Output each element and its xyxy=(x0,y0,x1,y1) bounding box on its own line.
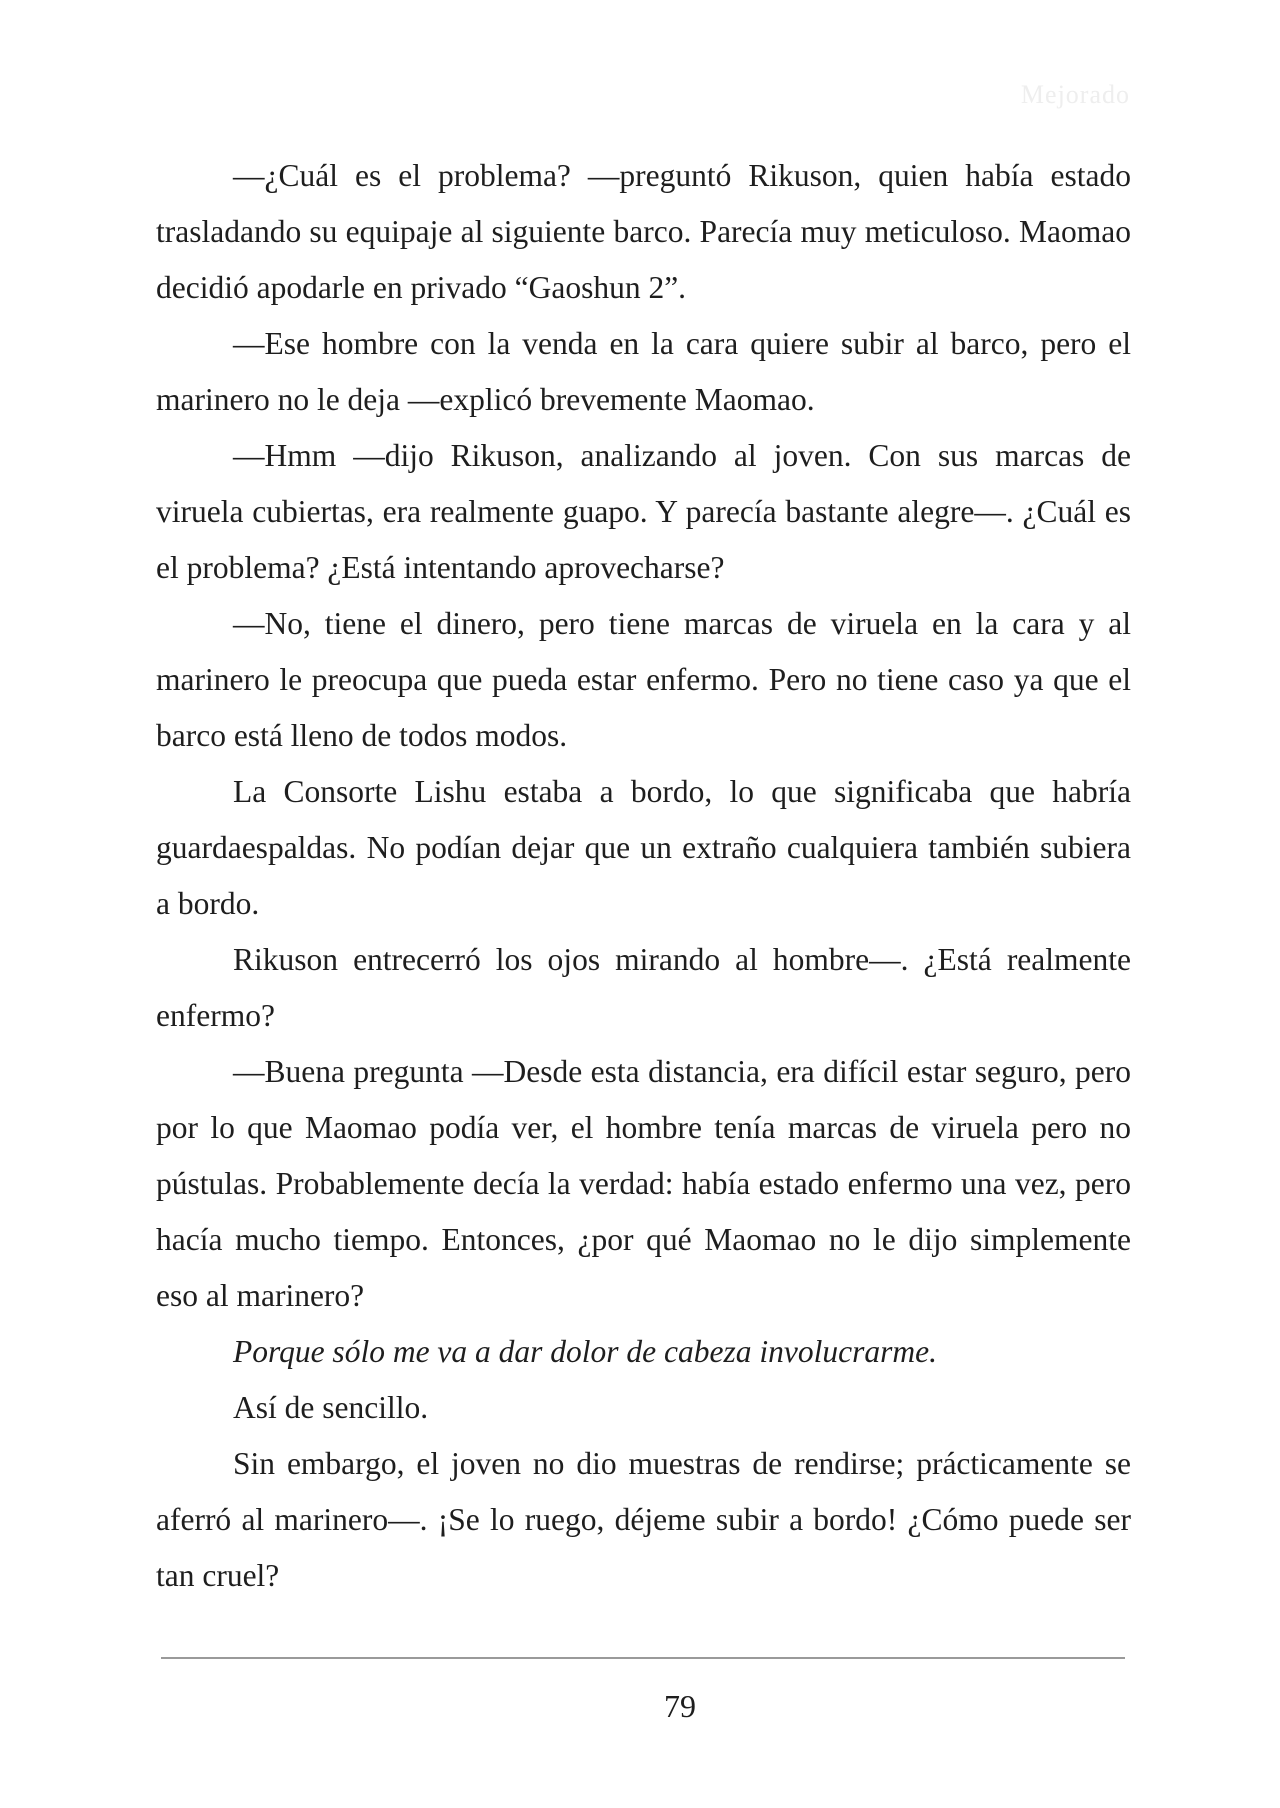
paragraph: Rikuson entrecerró los ojos mirando al hombre—. ¿Está realmente enfermo? xyxy=(156,942,1131,1033)
footer-divider xyxy=(161,1657,1125,1659)
paragraph: —¿Cuál es el problema? —preguntó Rikuson, quien había estado trasladando su equipaje al siguiente barco. Parecía muy meticuloso. Maomao decidió apodarle en privado “Gaoshun 2”. xyxy=(156,158,1131,305)
watermark: Mejorado xyxy=(1020,80,1130,109)
paragraph-thought: Porque sólo me va a dar dolor de cabeza involucrarme. xyxy=(233,1334,937,1369)
paragraph: —Ese hombre con la venda en la cara quiere subir al barco, pero el marinero no le deja —explicó brevemente Maomao. xyxy=(156,326,1131,417)
paragraph: Sin embargo, el joven no dio muestras de rendirse; prácticamente se aferró al marinero—. ¡Se lo ruego, déjeme subir a bordo! ¿Cómo puede ser tan cruel? xyxy=(156,1446,1131,1593)
body-text xyxy=(156,148,1131,1604)
page-number: 79 xyxy=(664,1688,696,1724)
paragraph: Así de sencillo. xyxy=(233,1390,429,1425)
paragraph: La Consorte Lishu estaba a bordo, lo que significaba que habría guardaespaldas. No podían dejar que un extraño cualquiera también subiera a bordo. xyxy=(156,774,1131,921)
paragraph: —Buena pregunta —Desde esta distancia, era difícil estar seguro, pero por lo que Maomao podía ver, el hombre tenía marcas de viruela pero no pústulas. Probablemente decía la verdad: había estado enfermo una vez, pero hacía mucho tiempo. Entonces, ¿por qué Maomao no le dijo simplemente eso al marinero? xyxy=(156,1054,1131,1313)
paragraph: —Hmm —dijo Rikuson, analizando al joven. Con sus marcas de viruela cubiertas, era realmente guapo. Y parecía bastante alegre—. ¿Cuál es el problema? ¿Está intentando aprovecharse? xyxy=(156,438,1131,585)
paragraph: —No, tiene el dinero, pero tiene marcas de viruela en la cara y al marinero le preocupa que pueda estar enfermo. Pero no tiene caso ya que el barco está lleno de todos modos. xyxy=(156,606,1131,753)
